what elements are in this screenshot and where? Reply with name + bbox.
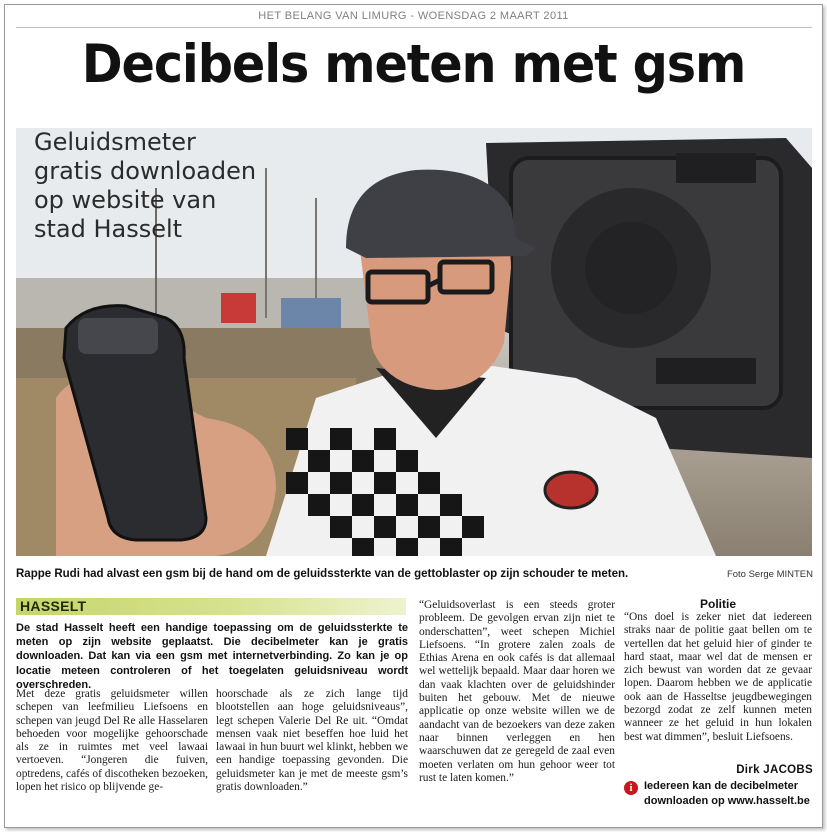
column-1-text: Met deze gratis geluidsmeter willen schepen van leefmilieu Liefsoens en schepen van jeugd Del Re alle Hasselaren behoeden voor mogelijke gehoorschade als ze in ruimtes met veel lawaai vertoeven. “Jongeren die fuiven, optredens, cafés of discotheken bezoeken, lopen het risico op blijvende ge- — [16, 688, 208, 794]
photo-credit: Foto Serge MINTEN — [726, 569, 813, 580]
article-column-2 — [216, 688, 408, 794]
subhead-line-1: Geluidsmeter — [34, 128, 196, 156]
article-photo — [16, 128, 812, 556]
section-heading-politie: Politie — [699, 597, 736, 611]
column-3-text: “Geluidsoverlast is een steeds groter probleem. De gevolgen ervan zijn niet te onderschatten”, weet schepen Michiel Liefsoens. “In grotere zalen zoals de Ethias Arena en ook cafés is dat allemaal wel wettelijk bepaald. Maar daar horen we dan vaak klachten over de geluidshinder buiten het gebouw. Met de nieuwe applicatie op onze website willen we de aandacht van de bezoekers van deze zaken naar binnen verleggen en hen waarschuwen dat ze geregeld de zaal even moeten verlaten om hun gehoor weer tot rust te laten komen.” — [419, 599, 615, 784]
place-label-bar — [16, 598, 406, 615]
subheadline — [34, 128, 256, 244]
article-intro: De stad Hasselt heeft een handige toepassing om de geluidssterkte te meten op zijn website geplaatst. Die decibelmeter kan je gratis downloaden. Dat kan via een gsm met internetverbinding. Zo kan je op locatie meteen controleren of het toegelaten geluidsniveau wordt overschreden. — [16, 622, 408, 691]
article-column-4 — [624, 611, 812, 744]
author-byline: Dirk JACOBS — [736, 764, 813, 776]
photo-caption: Rappe Rudi had alvast een gsm bij de hand om de geluidssterkte van de gettoblaster op zijn schouder te meten. — [16, 568, 629, 580]
place-label: HASSELT — [20, 598, 87, 614]
info-text: Iedereen kan de decibelmeter downloaden op www.hasselt.be — [644, 780, 810, 807]
subhead-line-2: gratis downloaden — [34, 157, 257, 185]
subhead-line-3: op website van — [34, 186, 217, 214]
subhead-line-4: stad Hasselt — [34, 215, 183, 243]
headline: Decibels meten met gsm — [81, 34, 746, 95]
info-icon: i — [624, 781, 638, 795]
column-4-text: “Ons doel is zeker niet dat iedereen straks naar de politie gaat bellen om te vertellen dat het geluid hier of ginder te hard staat, maar wel dat de mensen er zich bewust van worden dat ze gevaar lopen. Daarom hebben we de applicatie ook aan de Hasseltse jeugdbewegingen bezorgd zodat ze zelf kunnen meten wanneer ze het geluid in hun lokalen best wat dimmen”, besluit Liefsoens. — [624, 611, 812, 743]
masthead-rule — [16, 27, 812, 28]
masthead: HET BELANG VAN LIMURG - WOENSDAG 2 MAART 2011 — [258, 10, 569, 22]
article-column-1 — [16, 688, 208, 794]
article-column-3 — [419, 599, 615, 785]
column-2-text: hoorschade als ze zich lange tijd blootstellen aan hoge geluidsniveaus”, legt schepen Valerie Del Re uit. “Omdat mensen vaak niet beseffen hoe luid het lawaai in hun buurt wel klinkt, hebben we een handige toepassing gevonden. Die geluidsmeter kan je met de meeste gsm’s gratis downloaden.” — [216, 688, 408, 794]
